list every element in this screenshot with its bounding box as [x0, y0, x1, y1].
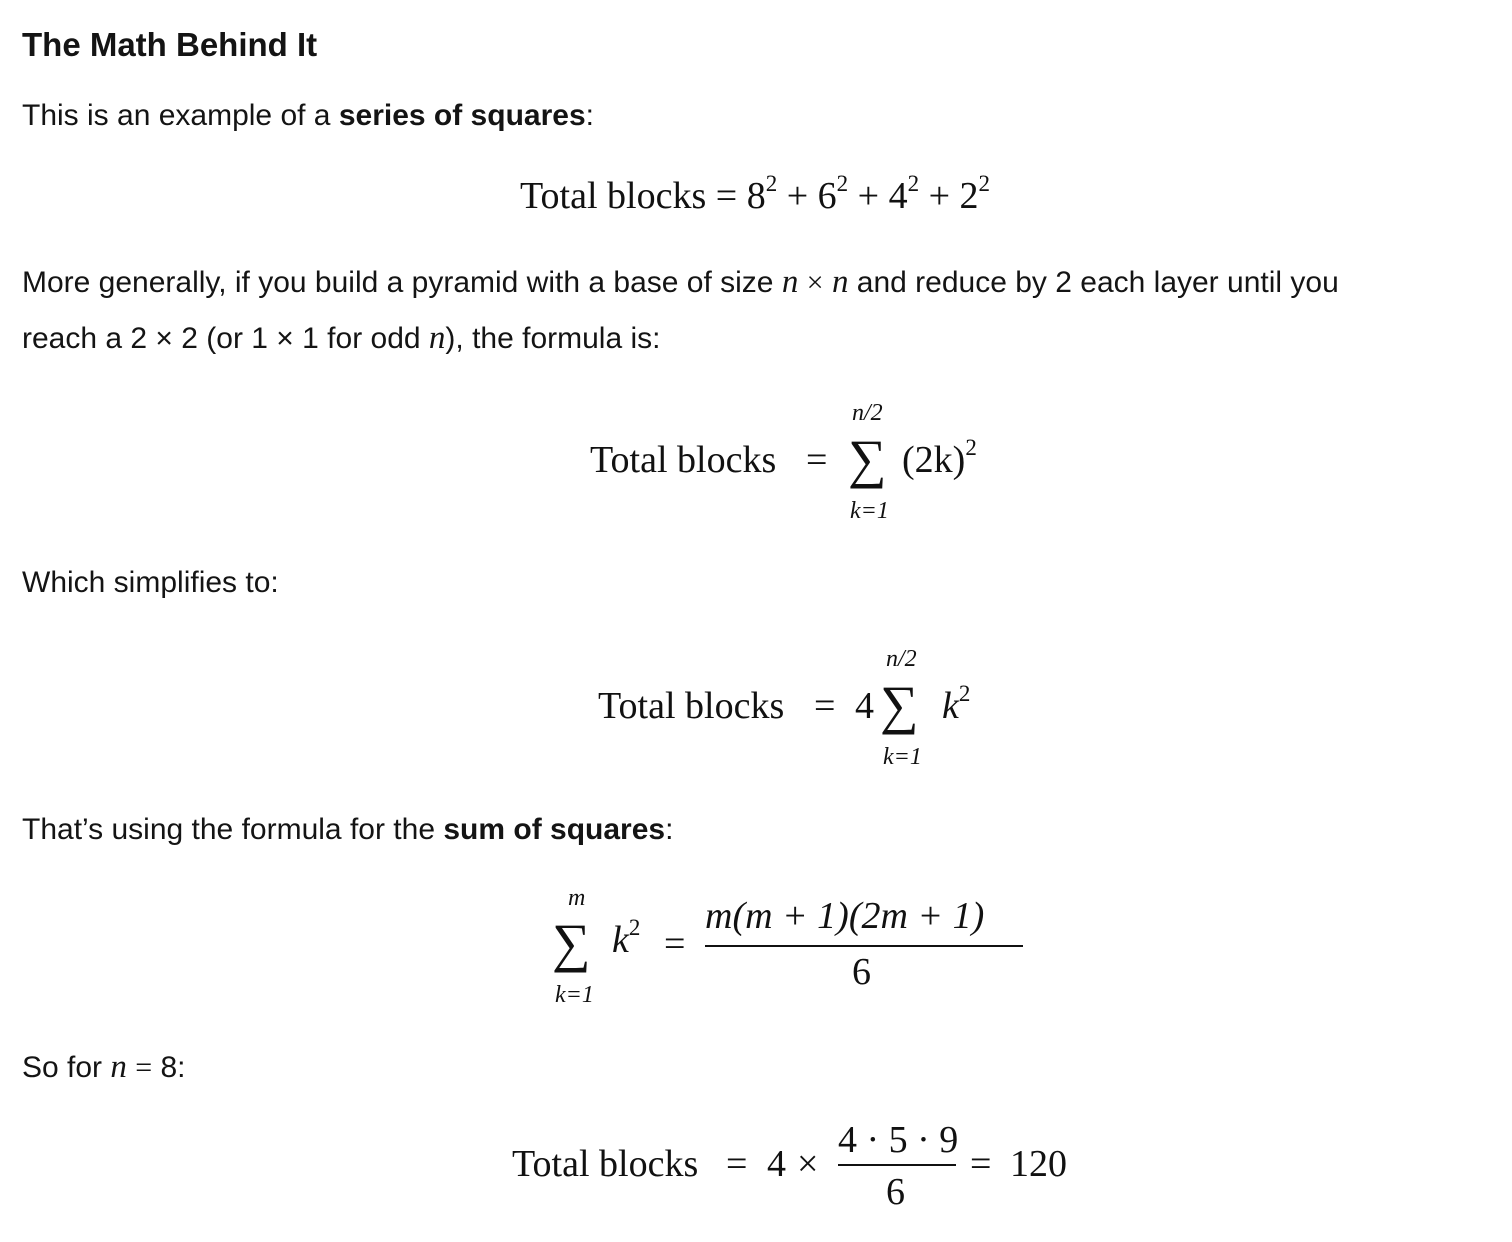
plus-sign: + — [786, 175, 809, 217]
sum-upper-limit: n/2 — [852, 400, 883, 426]
text: So for — [22, 1051, 111, 1084]
plus-sign: + — [857, 175, 880, 217]
exponent: 2 — [765, 171, 778, 196]
sum-lower-limit: k=1 — [850, 498, 889, 524]
times-sign: × — [806, 266, 824, 299]
sigma-icon: ∑ — [880, 675, 919, 735]
coefficient: 4 — [767, 1143, 786, 1185]
lhs-label: Total blocks — [512, 1143, 699, 1185]
intro-paragraph — [22, 98, 594, 134]
equals-sign: = — [715, 175, 738, 217]
fraction-denominator: 6 — [886, 1171, 905, 1213]
general-paragraph-line1 — [22, 263, 1339, 303]
exponent: 2 — [978, 171, 991, 196]
fraction-denominator: 6 — [852, 951, 871, 993]
equals-sign: = — [814, 685, 836, 727]
times-sign: × — [797, 1143, 819, 1185]
exponent: 2 — [836, 171, 849, 196]
sum-body: $(2k)^2$ — [902, 435, 977, 481]
lhs-label: Total blocks — [598, 685, 785, 727]
result-value: 120 — [1010, 1143, 1067, 1185]
sigma-icon: ∑ — [552, 913, 591, 973]
sum-upper-limit: n/2 — [886, 646, 917, 672]
sigma-icon: ∑ — [848, 429, 887, 489]
text: More generally, if you build a pyramid with a base of size — [22, 266, 782, 299]
sum-body: $k^2$ — [612, 915, 641, 961]
fraction-bar — [838, 1164, 956, 1166]
term: 8 — [746, 175, 766, 217]
text: That’s using the formula for the — [22, 813, 444, 846]
term: 6 — [817, 175, 837, 217]
example-paragraph — [22, 1048, 186, 1088]
equals-sign: = — [806, 439, 828, 481]
value: 8 — [160, 1051, 178, 1084]
bold-term: series of squares — [338, 99, 586, 132]
term: 2 — [959, 175, 979, 217]
math-var: n — [428, 320, 446, 356]
sum-body: $k^2$ — [942, 681, 971, 727]
fraction-numerator: m(m + 1)(2m + 1) — [705, 895, 985, 937]
math-var: n — [781, 264, 799, 300]
sum-upper-limit: m — [568, 885, 586, 911]
text: : — [665, 813, 674, 846]
equals-sign: = — [664, 923, 686, 965]
lhs-label: Total blocks — [520, 175, 707, 217]
plus-sign: + — [928, 175, 951, 217]
sum-lower-limit: k=1 — [883, 744, 922, 770]
general-paragraph-line2 — [22, 319, 661, 359]
equals-sign: = — [970, 1143, 992, 1185]
fraction-numerator: 4 · 5 · 9 — [838, 1119, 959, 1161]
bold-term: sum of squares — [443, 813, 666, 846]
text: reach a 2 × 2 (or 1 × 1 for odd — [22, 322, 429, 355]
equals-sign: = — [135, 1051, 153, 1084]
equals-sign: = — [726, 1143, 748, 1185]
sum-of-squares-paragraph — [22, 812, 673, 848]
text: This is an example of a — [22, 99, 339, 132]
text: and reduce by 2 each layer until you — [848, 266, 1339, 299]
equation-series-of-squares — [520, 171, 991, 218]
lhs-label: Total blocks — [590, 439, 777, 481]
text: : — [177, 1051, 186, 1084]
sum-lower-limit: k=1 — [555, 982, 594, 1008]
coefficient: 4 — [855, 685, 874, 727]
text: : — [585, 99, 594, 132]
section-heading: The Math Behind It — [22, 26, 318, 63]
math-var: n — [831, 264, 849, 300]
simplifies-paragraph: Which simplifies to: — [22, 566, 279, 599]
text: ), the formula is: — [445, 322, 661, 355]
exponent: 2 — [907, 171, 920, 196]
math-var: n — [110, 1049, 127, 1085]
fraction-bar — [705, 945, 1023, 947]
term: 4 — [888, 175, 908, 217]
